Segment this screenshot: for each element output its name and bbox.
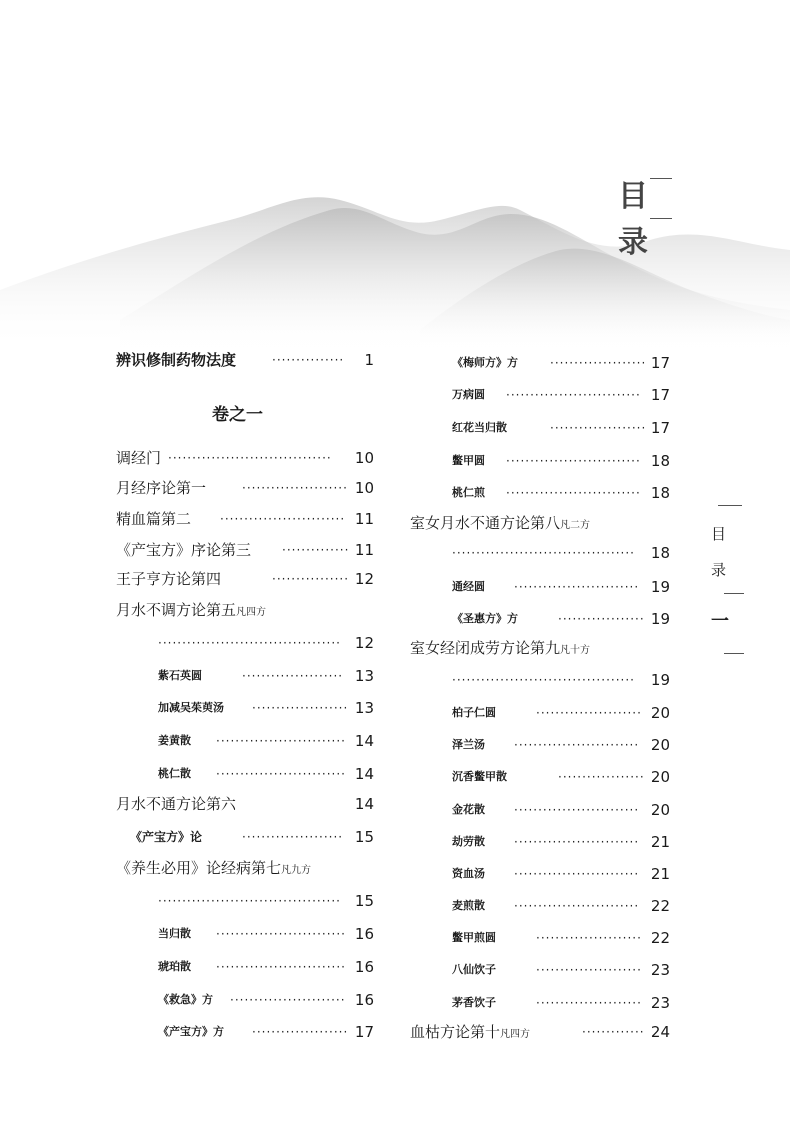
entry-title: 麦煎散	[452, 899, 485, 912]
title-char-2: 录	[618, 225, 648, 260]
toc-entry[interactable]	[116, 698, 374, 718]
entry-title: 红花当归散	[452, 421, 507, 434]
entry-title: 室女经闭成劳方论第九凡十方	[410, 639, 591, 657]
toc-entry[interactable]	[116, 1022, 374, 1042]
entry-page: 24	[650, 1023, 670, 1041]
entry-title: 血枯方论第十凡四方	[410, 1023, 531, 1041]
toc-entry[interactable]	[116, 957, 374, 977]
toc-entry[interactable]	[116, 509, 374, 529]
entry-page: 15	[354, 892, 374, 910]
toc-entry[interactable]	[410, 767, 670, 787]
entry-page: 13	[354, 699, 374, 717]
entry-title: 通经圆	[452, 580, 485, 593]
entry-title: 调经门	[116, 449, 162, 467]
leader-dots: ··························	[514, 867, 640, 881]
toc-entry[interactable]	[410, 513, 670, 533]
entry-title: 茅香饮子	[452, 996, 496, 1009]
leader-dots: ························	[230, 993, 346, 1007]
entry-title: 《梅师方》方	[452, 356, 518, 369]
leader-dots: ··················	[558, 612, 645, 626]
toc-entry[interactable]	[410, 864, 670, 884]
entry-page: 22	[650, 897, 670, 915]
entry-page: 21	[650, 833, 670, 851]
title-rule	[650, 218, 672, 219]
leader-dots: ···························	[216, 927, 346, 941]
leader-dots: ··································	[168, 451, 332, 465]
leader-dots: ······································	[452, 546, 635, 560]
leader-dots: ··························	[514, 803, 640, 817]
entry-page: 20	[650, 768, 670, 786]
entry-title: 月经序论第一	[116, 479, 207, 497]
entry-title: 王子亨方论第四	[116, 570, 222, 588]
toc-entry-continuation[interactable]	[116, 633, 374, 653]
entry-page: 16	[354, 991, 374, 1009]
entry-title: 当归散	[158, 927, 191, 940]
side-rule	[718, 505, 742, 506]
toc-entry[interactable]	[410, 832, 670, 852]
leader-dots: ······················	[536, 706, 642, 720]
toc-entry[interactable]	[410, 638, 670, 658]
entry-page: 19	[650, 671, 670, 689]
entry-title: 琥珀散	[158, 960, 191, 973]
leader-dots: ··························	[514, 738, 640, 752]
toc-entry[interactable]	[116, 666, 374, 686]
leader-dots: ·····················	[242, 669, 344, 683]
entry-page: 10	[354, 479, 374, 497]
entry-page: 20	[650, 704, 670, 722]
toc-entry[interactable]	[410, 353, 670, 373]
entry-title: 精血篇第二	[116, 510, 192, 528]
leader-dots: ··················	[558, 770, 645, 784]
entry-page: 1	[364, 351, 374, 369]
entry-title: 八仙饮子	[452, 963, 496, 976]
toc-entry[interactable]	[410, 418, 670, 438]
entry-page: 23	[650, 961, 670, 979]
entry-page: 20	[650, 801, 670, 819]
toc-entry[interactable]	[410, 993, 670, 1013]
toc-entry[interactable]	[410, 896, 670, 916]
side-char-1: 目	[711, 525, 727, 543]
toc-entry[interactable]	[410, 385, 670, 405]
entry-title: 月水不调方论第五凡四方	[116, 601, 267, 619]
entry-suffix: 凡四方	[500, 1029, 531, 1040]
entry-title: 桃仁散	[158, 767, 191, 780]
entry-title: 《产宝方》论	[130, 830, 203, 844]
volume-heading: 卷之一	[212, 405, 263, 425]
leader-dots: ·············	[582, 1025, 645, 1039]
entry-title: 泽兰汤	[452, 738, 485, 751]
entry-page: 14	[354, 795, 374, 813]
entry-page: 18	[650, 484, 670, 502]
entry-title: 《养生必用》论经病第七凡九方	[116, 859, 312, 877]
side-rule	[724, 593, 744, 594]
entry-title: 鳖甲圆	[452, 454, 485, 467]
entry-title: 室女月水不通方论第八凡二方	[410, 514, 591, 532]
entry-title: 鳖甲煎圆	[452, 931, 496, 944]
leader-dots: ···························	[216, 734, 346, 748]
entry-page: 16	[354, 958, 374, 976]
title-char-1: 目	[618, 179, 648, 214]
entry-title: 《产宝方》序论第三	[116, 541, 252, 559]
leader-dots: ··························	[514, 835, 640, 849]
entry-page: 14	[354, 732, 374, 750]
entry-page: 21	[650, 865, 670, 883]
leader-dots: ··············	[282, 543, 350, 557]
toc-entry-continuation[interactable]	[410, 670, 670, 690]
entry-page: 19	[650, 578, 670, 596]
leader-dots: ······················	[536, 931, 642, 945]
toc-entry[interactable]	[410, 577, 670, 597]
toc-entry[interactable]	[116, 540, 374, 560]
entry-suffix: 凡九方	[281, 865, 312, 876]
toc-entry[interactable]	[410, 483, 670, 503]
leader-dots: ····························	[506, 486, 641, 500]
toc-entry[interactable]	[116, 478, 374, 498]
entry-page: 11	[354, 541, 374, 559]
side-section-tab	[704, 505, 744, 665]
toc-entry[interactable]	[116, 924, 374, 944]
entry-title: 沉香鳖甲散	[452, 770, 507, 783]
entry-page: 17	[650, 386, 670, 404]
entry-title: 万病圆	[452, 388, 485, 401]
toc-entry[interactable]	[116, 600, 374, 620]
entry-title: 紫石英圆	[158, 669, 202, 682]
leader-dots: ····················	[550, 356, 647, 370]
toc-entry[interactable]	[116, 990, 374, 1010]
entry-title: 《产宝方》方	[158, 1025, 224, 1038]
leader-dots: ····················	[252, 1025, 349, 1039]
leader-dots: ····················	[252, 701, 349, 715]
leader-dots: ····················	[550, 421, 647, 435]
leader-dots: ······················	[536, 996, 642, 1010]
toc-entry[interactable]	[410, 960, 670, 980]
toc-entry[interactable]	[116, 858, 374, 878]
entry-page: 11	[354, 510, 374, 528]
toc-entry[interactable]	[116, 448, 374, 468]
entry-suffix: 凡十方	[560, 645, 591, 656]
entry-suffix: 凡四方	[236, 607, 267, 618]
entry-title: 《圣惠方》方	[452, 612, 518, 625]
toc-entry-continuation[interactable]	[116, 891, 374, 911]
leader-dots: ······················	[242, 481, 348, 495]
leader-dots: ················	[272, 572, 350, 586]
entry-page: 10	[354, 449, 374, 467]
side-rule	[724, 653, 744, 654]
leader-dots: ····························	[506, 388, 641, 402]
toc-title	[614, 170, 674, 270]
leader-dots: ······································	[452, 673, 635, 687]
entry-title: 姜黄散	[158, 734, 191, 747]
entry-page: 22	[650, 929, 670, 947]
entry-title: 《救急》方	[158, 993, 213, 1006]
entry-page: 15	[354, 828, 374, 846]
leader-dots: ·····················	[242, 830, 344, 844]
toc-entry[interactable]	[410, 609, 670, 629]
leader-dots: ···························	[216, 767, 346, 781]
leader-dots: ··························	[514, 580, 640, 594]
entry-page: 14	[354, 765, 374, 783]
entry-suffix: 凡二方	[560, 520, 591, 531]
leader-dots: ··························	[220, 512, 346, 526]
entry-title: 辨识修制药物法度	[116, 351, 237, 369]
entry-page: 13	[354, 667, 374, 685]
toc-entry[interactable]	[116, 764, 374, 784]
entry-page: 12	[354, 634, 374, 652]
leader-dots: ····························	[506, 454, 641, 468]
entry-page: 23	[650, 994, 670, 1012]
toc-entry[interactable]	[410, 1022, 670, 1042]
toc-entry[interactable]	[116, 731, 374, 751]
toc-entry[interactable]	[116, 569, 374, 589]
entry-page: 16	[354, 925, 374, 943]
entry-page: 18	[650, 452, 670, 470]
entry-page: 12	[354, 570, 374, 588]
entry-page: 17	[650, 354, 670, 372]
toc-entry[interactable]	[410, 451, 670, 471]
entry-page: 20	[650, 736, 670, 754]
entry-title: 金花散	[452, 803, 485, 816]
leader-dots: ··························	[514, 899, 640, 913]
toc-entry[interactable]	[116, 794, 374, 814]
leader-dots: ···············	[272, 353, 345, 367]
entry-page: 17	[354, 1023, 374, 1041]
title-rule	[650, 178, 672, 179]
leader-dots: ······································	[158, 894, 341, 908]
toc-entry[interactable]	[410, 800, 670, 820]
entry-page: 18	[650, 544, 670, 562]
entry-title: 桃仁煎	[452, 486, 485, 499]
toc-entry[interactable]	[410, 703, 670, 723]
side-page-mark: 一	[711, 611, 729, 632]
entry-title: 柏子仁圆	[452, 706, 496, 719]
entry-title: 劫劳散	[452, 835, 485, 848]
side-char-2: 录	[711, 561, 727, 579]
toc-entry[interactable]	[410, 928, 670, 948]
entry-page: 19	[650, 610, 670, 628]
entry-title: 资血汤	[452, 867, 485, 880]
leader-dots: ···························	[216, 960, 346, 974]
toc-entry[interactable]	[410, 735, 670, 755]
entry-title: 加减吴茱萸汤	[158, 701, 224, 714]
entry-page: 17	[650, 419, 670, 437]
toc-entry[interactable]	[116, 827, 374, 847]
leader-dots: ······································	[158, 636, 341, 650]
entry-title: 月水不通方论第六	[116, 795, 237, 813]
toc-entry[interactable]	[116, 350, 374, 370]
toc-entry-continuation[interactable]	[410, 543, 670, 563]
leader-dots: ······················	[536, 963, 642, 977]
